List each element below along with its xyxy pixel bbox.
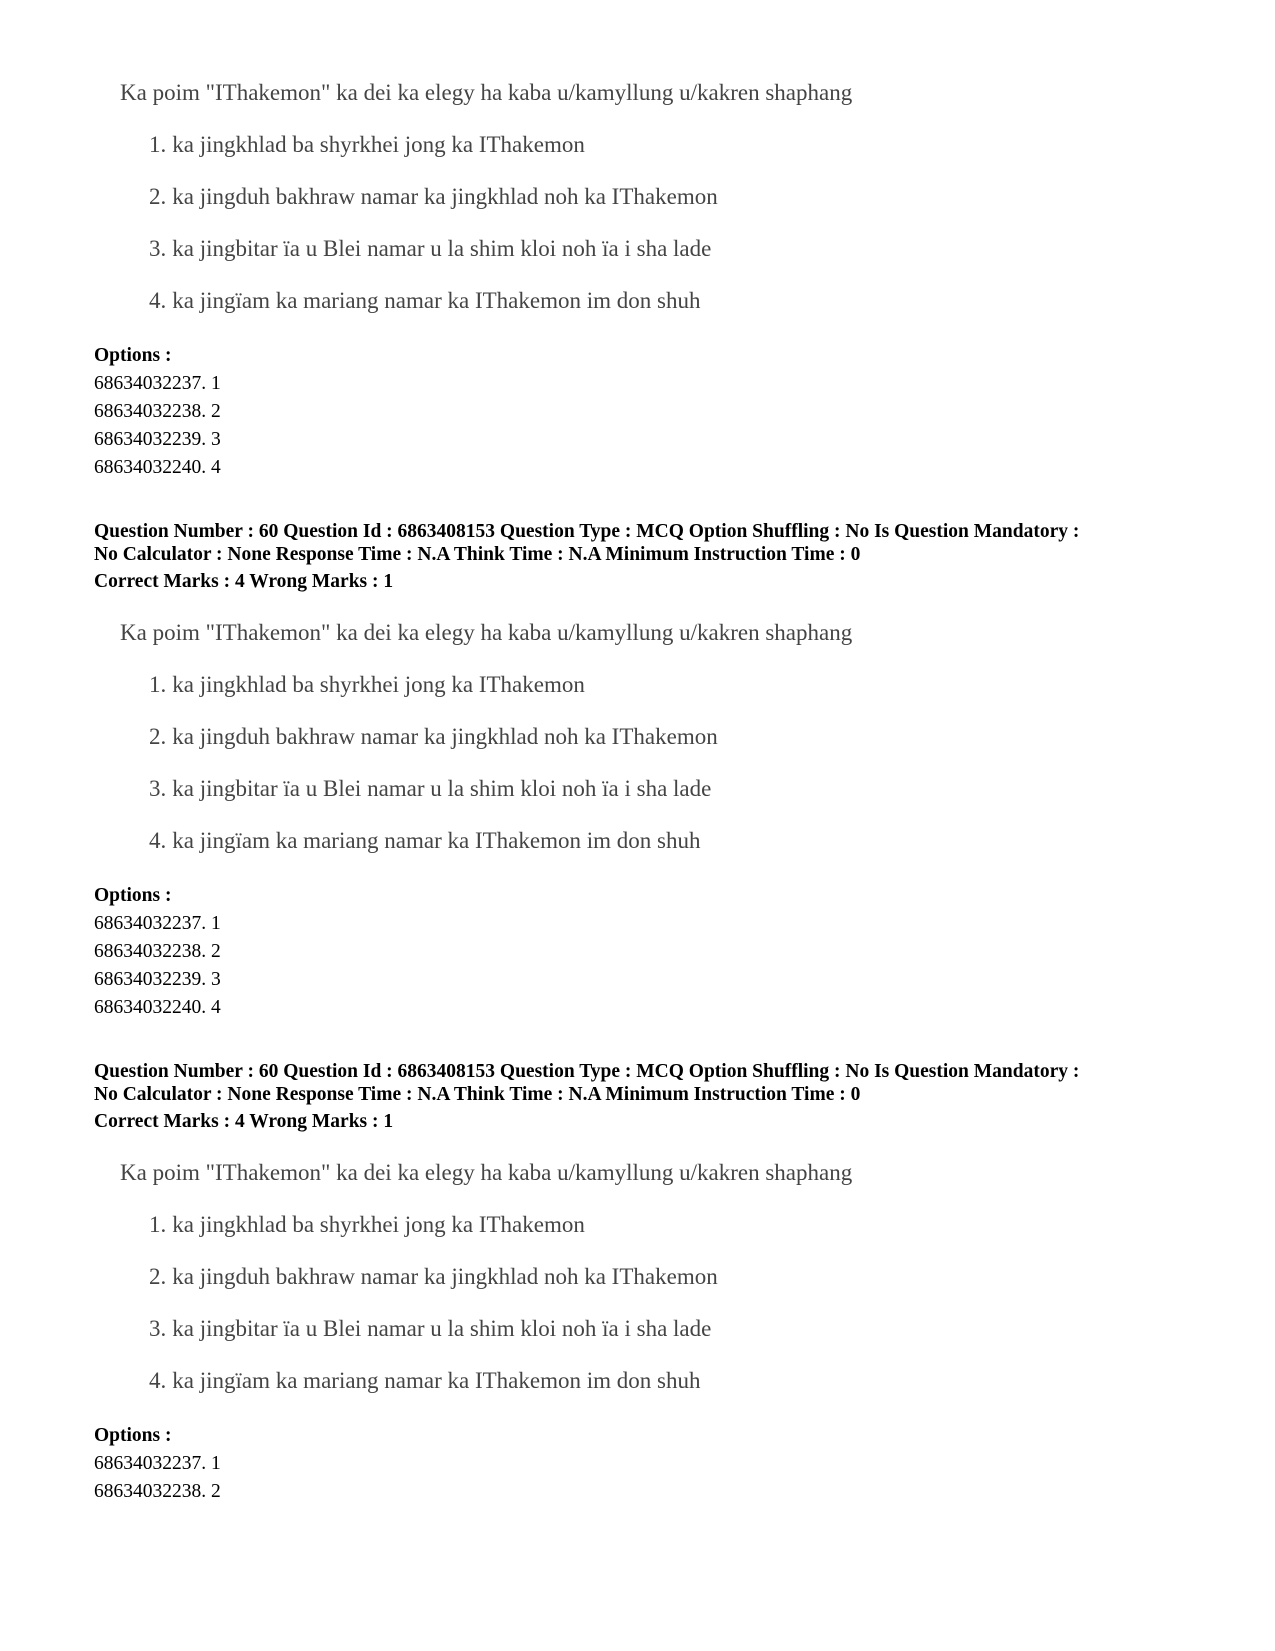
choice-4: [149, 1367, 700, 1395]
choice-1: [149, 671, 585, 699]
choice-text: ka jingbitar ïa u Blei namar u la shim kloi noh ïa i sha lade: [172, 236, 712, 261]
choice-text: ka jingïam ka mariang namar ka IThakemon im don shuh: [172, 1368, 701, 1393]
option-id-1: 68634032237. 1: [94, 913, 221, 934]
choice-text: ka jingkhlad ba shyrkhei jong ka IThakemon: [172, 1212, 585, 1237]
option-id-1: 68634032237. 1: [94, 373, 221, 394]
option-id-4: 68634032240. 4: [94, 997, 221, 1018]
choice-2: [149, 723, 718, 751]
choice-text: ka jingïam ka mariang namar ka IThakemon im don shuh: [172, 288, 701, 313]
options-label: Options :: [94, 1425, 172, 1446]
choice-2: [149, 1263, 718, 1291]
question-block-3: [0, 1061, 1275, 1620]
option-id-4: 68634032240. 4: [94, 457, 221, 478]
choice-1: [149, 1211, 585, 1239]
option-id-3: 68634032239. 3: [94, 429, 221, 450]
choice-number: 4.: [149, 288, 167, 313]
choice-number: 2.: [149, 1264, 167, 1289]
option-id-2: 68634032238. 2: [94, 941, 221, 962]
question-text: Ka poim "IThakemon" ka dei ka elegy ha kaba u/kamyllung u/kakren shaphang: [120, 620, 853, 645]
question-meta-line-1: Question Number : 60 Question Id : 6863408153 Question Type : MCQ Option Shuffling : No Is Question Mandatory :: [94, 1061, 1080, 1082]
choice-number: 1.: [149, 1212, 167, 1237]
question-meta-line-2: No Calculator : None Response Time : N.A Think Time : N.A Minimum Instruction Time : 0: [94, 1084, 861, 1105]
question-text: Ka poim "IThakemon" ka dei ka elegy ha kaba u/kamyllung u/kakren shaphang: [120, 80, 853, 105]
marks-line: Correct Marks : 4 Wrong Marks : 1: [94, 1111, 394, 1132]
choice-3: [149, 1315, 711, 1343]
choice-number: 1.: [149, 672, 167, 697]
choice-text: ka jingbitar ïa u Blei namar u la shim kloi noh ïa i sha lade: [172, 776, 712, 801]
choice-3: [149, 235, 711, 263]
question-meta-line-1: Question Number : 60 Question Id : 6863408153 Question Type : MCQ Option Shuffling : No Is Question Mandatory :: [94, 521, 1080, 542]
question-block-2: [0, 521, 1275, 1080]
options-label: Options :: [94, 885, 172, 906]
choice-text: ka jingduh bakhraw namar ka jingkhlad noh ka IThakemon: [172, 184, 718, 209]
choice-text: ka jingduh bakhraw namar ka jingkhlad noh ka IThakemon: [172, 724, 718, 749]
question-meta: [94, 1060, 1234, 1106]
choice-number: 3.: [149, 776, 167, 801]
option-id-3: 68634032239. 3: [94, 969, 221, 990]
choice-text: ka jingkhlad ba shyrkhei jong ka IThakemon: [172, 672, 585, 697]
option-id-1: 68634032237. 1: [94, 1453, 221, 1474]
choice-3: [149, 775, 711, 803]
question-meta-line-2: No Calculator : None Response Time : N.A Think Time : N.A Minimum Instruction Time : 0: [94, 544, 861, 565]
choice-number: 3.: [149, 236, 167, 261]
marks-line: Correct Marks : 4 Wrong Marks : 1: [94, 571, 394, 592]
choice-number: 2.: [149, 184, 167, 209]
choice-1: [149, 131, 585, 159]
option-id-2: 68634032238. 2: [94, 401, 221, 422]
choice-number: 4.: [149, 828, 167, 853]
choice-number: 1.: [149, 132, 167, 157]
question-block-1: [0, 0, 1275, 540]
choice-2: [149, 183, 718, 211]
choice-text: ka jingïam ka mariang namar ka IThakemon im don shuh: [172, 828, 701, 853]
choice-text: ka jingbitar ïa u Blei namar u la shim kloi noh ïa i sha lade: [172, 1316, 712, 1341]
options-label: Options :: [94, 345, 172, 366]
choice-number: 3.: [149, 1316, 167, 1341]
choice-number: 2.: [149, 724, 167, 749]
option-id-2: 68634032238. 2: [94, 1481, 221, 1502]
choice-text: ka jingkhlad ba shyrkhei jong ka IThakemon: [172, 132, 585, 157]
question-text: Ka poim "IThakemon" ka dei ka elegy ha kaba u/kamyllung u/kakren shaphang: [120, 1160, 853, 1185]
question-meta: [94, 520, 1234, 566]
choice-text: ka jingduh bakhraw namar ka jingkhlad noh ka IThakemon: [172, 1264, 718, 1289]
choice-4: [149, 827, 700, 855]
choice-4: [149, 287, 700, 315]
choice-number: 4.: [149, 1368, 167, 1393]
